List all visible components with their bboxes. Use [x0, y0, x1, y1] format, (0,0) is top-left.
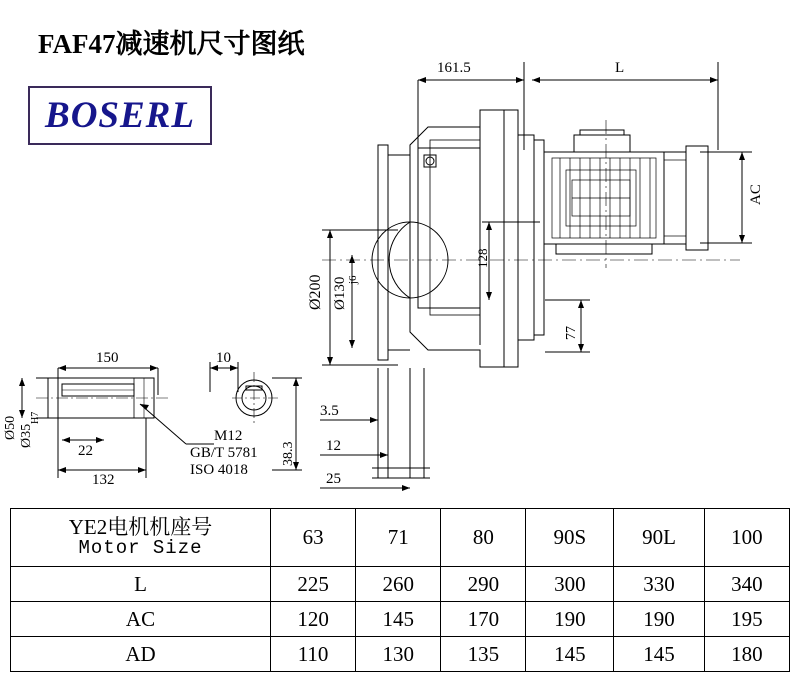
row-AC-value-3: 190 [526, 602, 614, 637]
dimension-L [532, 62, 718, 150]
dim-3-5-label: 3.5 [320, 403, 339, 419]
row-AC-value-0: 120 [271, 602, 356, 637]
dim-d35-label: Ø35 [19, 423, 34, 448]
page-title: FAF47减速机尺寸图纸 [38, 29, 305, 59]
table-row [11, 602, 790, 637]
spec-table [10, 508, 790, 672]
row-AD-value-0: 110 [271, 637, 356, 672]
dim-22-label: 22 [78, 443, 93, 459]
motor-size-2: 80 [441, 509, 526, 567]
header-label-en: Motor Size [78, 536, 203, 559]
dim-150-label: 150 [96, 350, 119, 366]
row-L-value-4: 330 [614, 567, 705, 602]
header-label-cell [11, 509, 271, 567]
motor-size-1: 71 [356, 509, 441, 567]
dim-128-label: 128 [475, 248, 490, 268]
dim-AC-label: AC [748, 184, 764, 205]
dim-132-label: 132 [92, 472, 115, 488]
dim-161-5-label: 161.5 [437, 60, 471, 76]
dim-d130-label: Ø130 [332, 276, 348, 310]
row-AC-value-4: 190 [614, 602, 705, 637]
dimension-d130 [349, 255, 355, 348]
dimension-77 [545, 300, 590, 352]
row-AD-value-4: 145 [614, 637, 705, 672]
callout-line-2: GB/T 5781 [190, 445, 258, 461]
row-L-value-5: 340 [704, 567, 789, 602]
dim-25-label: 25 [326, 471, 341, 487]
motor-size-0: 63 [271, 509, 356, 567]
row-label-AD: AD [11, 637, 271, 672]
table-row-header [11, 509, 790, 567]
motor-size-4: 90L [614, 509, 705, 567]
dim-d130-fit-label: j6 [347, 275, 359, 284]
dim-L-label: L [615, 60, 625, 76]
dim-38-3-label: 38.3 [281, 441, 296, 466]
table-row [11, 637, 790, 672]
shaft-detail [19, 365, 214, 478]
dim-d200-label: Ø200 [307, 274, 324, 310]
callout-line-1: M12 [214, 428, 243, 444]
row-AD-value-2: 135 [441, 637, 526, 672]
row-AD-value-1: 130 [356, 637, 441, 672]
row-AC-value-2: 170 [441, 602, 526, 637]
dim-d50-label: Ø50 [3, 415, 18, 440]
dim-12-label: 12 [326, 438, 341, 454]
dimension-161-5 [418, 62, 524, 150]
row-L-value-3: 300 [526, 567, 614, 602]
row-L-value-2: 290 [441, 567, 526, 602]
row-label-AC: AC [11, 602, 271, 637]
dim-10-label: 10 [216, 350, 231, 366]
row-AC-value-5: 195 [704, 602, 789, 637]
row-AD-value-5: 180 [704, 637, 789, 672]
header-label-cn: YE2电机机座号 [68, 514, 213, 539]
dim-d35-fit-label: H7 [30, 411, 41, 424]
motor-size-5: 100 [704, 509, 789, 567]
callout-line-3: ISO 4018 [190, 462, 248, 478]
motor-size-3: 90S [526, 509, 614, 567]
logo-text: BOSERL [45, 95, 195, 136]
row-label-L: L [11, 567, 271, 602]
dimension-128 [482, 222, 540, 300]
row-AC-value-1: 145 [356, 602, 441, 637]
row-L-value-1: 260 [356, 567, 441, 602]
table-row [11, 567, 790, 602]
dim-77-label: 77 [564, 326, 579, 340]
row-AD-value-3: 145 [526, 637, 614, 672]
row-L-value-0: 225 [271, 567, 356, 602]
